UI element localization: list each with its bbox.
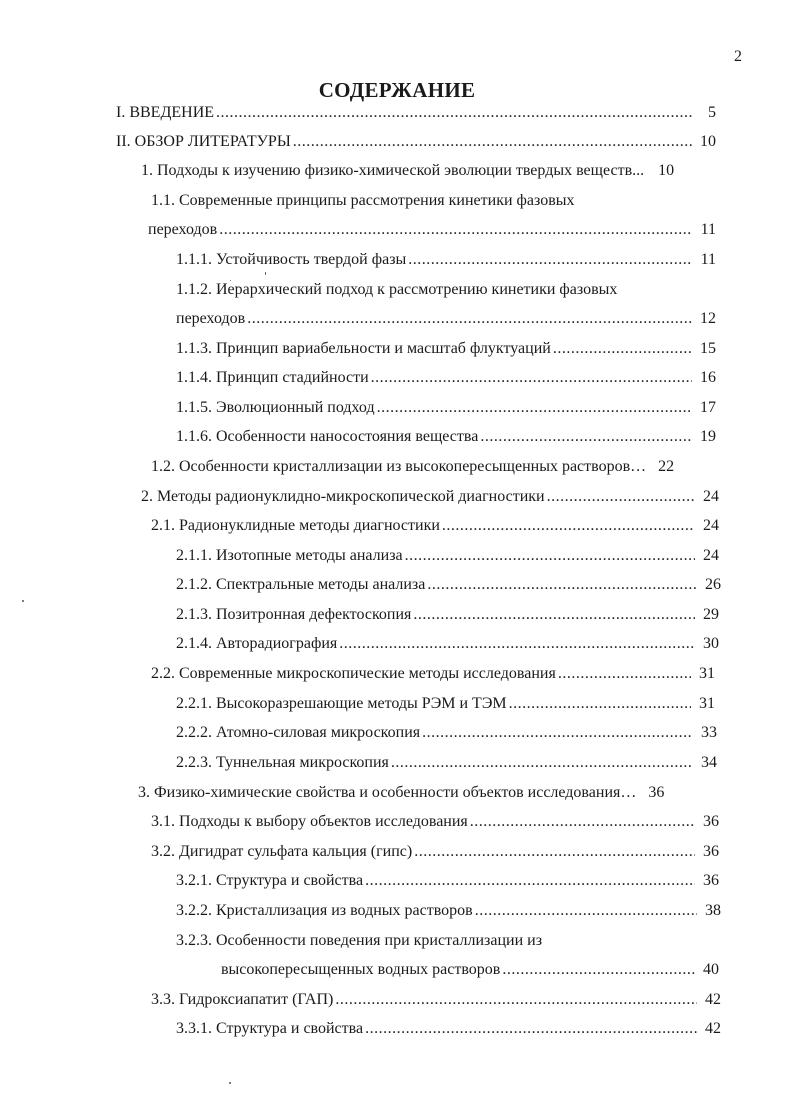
toc-entry-page: 36 bbox=[703, 872, 719, 889]
toc-entry[interactable] bbox=[176, 602, 719, 628]
toc-entry-page: 11 bbox=[700, 221, 716, 238]
toc-entry-page: 24 bbox=[703, 517, 719, 534]
toc-entry-page: 24 bbox=[703, 488, 719, 505]
toc-entry-page: 22 bbox=[658, 458, 675, 475]
toc-entry-title: 1.1.4. Принцип стадийности bbox=[176, 369, 369, 386]
toc-entry-title: переходов bbox=[176, 310, 246, 327]
toc-entry[interactable] bbox=[151, 987, 721, 1013]
toc-entry-title: 2.1.3. Позитронная дефектоскопия bbox=[176, 606, 412, 623]
dot-leader bbox=[414, 839, 695, 865]
dot-leader bbox=[405, 543, 695, 569]
scan-speck bbox=[230, 280, 231, 281]
toc-entry-page: 31 bbox=[699, 695, 715, 712]
toc-entry[interactable] bbox=[176, 898, 721, 924]
toc-entry-title: 3.2.2. Кристаллизация из водных растворов bbox=[176, 902, 473, 919]
toc-entry-page: 36 bbox=[703, 843, 719, 860]
toc-entry-title: I. ВВЕДЕНИЕ bbox=[116, 104, 215, 121]
dot-leader bbox=[339, 631, 695, 657]
toc-entry-page: 29 bbox=[703, 606, 719, 623]
page-number: 2 bbox=[734, 48, 742, 65]
toc-entry-title: 1.1.2. Иерархический подход к рассмотрению кинетики фазовых bbox=[176, 281, 618, 298]
toc-entry[interactable] bbox=[151, 513, 719, 539]
toc-entry-title: высокопересыщенных водных растворов bbox=[221, 961, 501, 978]
dot-leader bbox=[480, 424, 692, 450]
toc-entry[interactable] bbox=[138, 780, 719, 806]
toc-entry-continuation[interactable] bbox=[148, 217, 716, 243]
toc-entry-title: 2.1.4. Авторадиография bbox=[176, 635, 338, 652]
dot-leader bbox=[371, 365, 692, 391]
page-title: СОДЕРЖАНИЕ bbox=[318, 78, 476, 102]
dot-leader bbox=[365, 868, 695, 894]
toc-entry-title: переходов bbox=[148, 221, 218, 238]
toc-entry-title: 2.1.1. Изотопные методы анализа bbox=[176, 547, 403, 564]
toc-entry-page: 42 bbox=[705, 1020, 721, 1037]
toc-entry-page: 31 bbox=[699, 665, 715, 682]
dot-leader bbox=[475, 898, 697, 924]
toc-entry-continuation[interactable] bbox=[176, 306, 716, 332]
scan-speck bbox=[265, 272, 266, 275]
toc-entry-title: 3.3.1. Структура и свойства bbox=[176, 1020, 364, 1037]
toc-entry[interactable] bbox=[151, 661, 715, 687]
toc-entry[interactable] bbox=[141, 484, 719, 510]
dot-leader bbox=[216, 100, 692, 126]
toc-entry[interactable] bbox=[176, 247, 716, 273]
toc-entry-page: 40 bbox=[703, 961, 719, 978]
toc-entry-title: 3.2.1. Структура и свойства bbox=[176, 872, 364, 889]
dot-leader bbox=[408, 247, 692, 273]
toc-entry-title: 2.1. Радионуклидные методы диагностики bbox=[151, 517, 440, 534]
toc-entry-title: 3. Физико-химические свойства и особенности объектов исследования… bbox=[138, 784, 637, 801]
toc-entry-page: 30 bbox=[703, 635, 719, 652]
toc-entry-page: 26 bbox=[705, 576, 721, 593]
toc-entry[interactable] bbox=[176, 691, 715, 717]
scan-speck bbox=[22, 600, 24, 602]
dot-leader bbox=[247, 306, 692, 332]
toc-entry[interactable] bbox=[151, 454, 716, 480]
toc-entry-page: 24 bbox=[703, 547, 719, 564]
toc-entry[interactable] bbox=[176, 543, 719, 569]
toc-entry-page: 16 bbox=[700, 369, 716, 386]
toc-entry-title: 3.3. Гидроксиапатит (ГАП) bbox=[151, 991, 334, 1008]
toc-entry[interactable] bbox=[176, 336, 716, 362]
toc-entry[interactable] bbox=[176, 424, 716, 450]
toc-entry[interactable] bbox=[116, 100, 716, 126]
toc-entry-title: 2.2.2. Атомно-силовая микроскопия bbox=[176, 724, 421, 741]
toc-entry-page: 10 bbox=[658, 162, 675, 179]
toc-entry[interactable] bbox=[151, 188, 716, 214]
toc-entry-page: 42 bbox=[705, 991, 721, 1008]
toc-entry-page: 15 bbox=[700, 340, 716, 357]
toc-entry-page: 38 bbox=[705, 902, 721, 919]
toc-entry-page: 17 bbox=[700, 399, 716, 416]
toc-entry-title: 1.2. Особенности кристаллизации из высокопересыщенных растворов… bbox=[151, 458, 647, 475]
dot-leader bbox=[365, 1016, 697, 1042]
toc-entry-page: 12 bbox=[700, 310, 716, 327]
toc-entry[interactable] bbox=[176, 277, 716, 303]
toc-entry[interactable] bbox=[176, 1016, 721, 1042]
toc-entry[interactable] bbox=[176, 572, 721, 598]
toc-entry-title: 3.1. Подходы к выбору объектов исследования bbox=[151, 813, 468, 830]
toc-entry-title: 2.2.1. Высокоразрешающие методы РЭМ и ТЭМ bbox=[176, 695, 507, 712]
toc-entry-page: 19 bbox=[700, 428, 716, 445]
toc-entry-title: 1.1.3. Принцип вариабельности и масштаб флуктуаций bbox=[176, 340, 551, 357]
dot-leader bbox=[422, 720, 693, 746]
toc-entry-title: 2.2.3. Туннельная микроскопия bbox=[176, 754, 389, 771]
dot-leader bbox=[470, 809, 695, 835]
toc-entry-title: 3.2. Дигидрат сульфата кальция (гипс) bbox=[151, 843, 413, 860]
toc-entry[interactable] bbox=[151, 839, 719, 865]
toc-entry-title: 2.2. Современные микроскопические методы исследования bbox=[151, 665, 556, 682]
toc-entry[interactable] bbox=[151, 809, 719, 835]
toc-entry-page: 33 bbox=[701, 724, 717, 741]
toc-entry-title: 1.1. Современные принципы рассмотрения кинетики фазовых bbox=[151, 192, 575, 209]
toc-entry-title: II. ОБЗОР ЛИТЕРАТУРЫ bbox=[116, 133, 291, 150]
dot-leader bbox=[442, 513, 695, 539]
dot-leader bbox=[427, 572, 697, 598]
dot-leader bbox=[553, 336, 692, 362]
dot-leader bbox=[293, 129, 692, 155]
dot-leader bbox=[502, 957, 695, 983]
toc-entry-title: 1.1.6. Особенности наносостояния вещества bbox=[176, 428, 479, 445]
toc-entry[interactable] bbox=[176, 750, 717, 776]
dot-leader bbox=[558, 661, 691, 687]
dot-leader bbox=[391, 750, 693, 776]
toc-entry-page: 34 bbox=[701, 754, 717, 771]
toc-entry[interactable] bbox=[116, 129, 716, 155]
dot-leader bbox=[335, 987, 697, 1013]
toc-entry-title: 1. Подходы к изучению физико-химической эволюции твердых веществ... bbox=[141, 162, 645, 179]
toc-entry-continuation[interactable] bbox=[221, 957, 719, 983]
toc-entry-page: 10 bbox=[700, 133, 716, 150]
toc-entry-page: 36 bbox=[703, 813, 719, 830]
toc-entry-page: 11 bbox=[700, 251, 716, 268]
dot-leader bbox=[509, 691, 691, 717]
dot-leader bbox=[413, 602, 695, 628]
toc-entry-title: 2. Методы радионуклидно-микроскопической диагностики bbox=[141, 488, 545, 505]
toc-entry-title: 1.1.1. Устойчивость твердой фазы bbox=[176, 251, 407, 268]
dot-leader bbox=[547, 484, 695, 510]
toc-entry[interactable] bbox=[176, 631, 719, 657]
dot-leader bbox=[219, 217, 692, 243]
dot-leader bbox=[377, 395, 692, 421]
toc-entry[interactable] bbox=[176, 928, 719, 954]
toc-entry-title: 3.2.3. Особенности поведения при кристаллизации из bbox=[176, 932, 543, 949]
scan-speck bbox=[229, 1082, 231, 1084]
toc-entry-page: 5 bbox=[708, 104, 716, 121]
toc-entry-page: 36 bbox=[648, 784, 665, 801]
toc-entry[interactable] bbox=[176, 868, 719, 894]
toc-entry[interactable] bbox=[176, 395, 716, 421]
toc-entry[interactable] bbox=[176, 720, 717, 746]
toc-entry[interactable] bbox=[176, 365, 716, 391]
toc-entry[interactable] bbox=[141, 158, 716, 184]
toc-entry-title: 2.1.2. Спектральные методы анализа bbox=[176, 576, 426, 593]
toc-entry-title: 1.1.5. Эволюционный подход bbox=[176, 399, 375, 416]
